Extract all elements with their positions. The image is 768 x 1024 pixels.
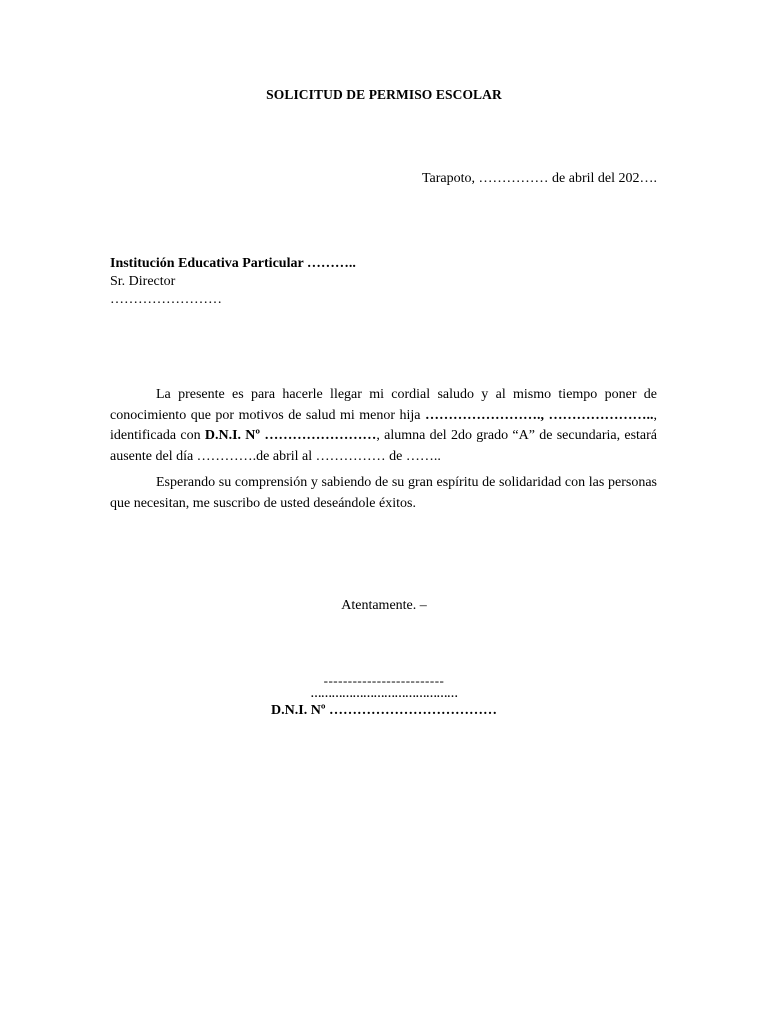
recipient-title: Sr. Director: [110, 274, 176, 289]
body-paragraph-2: Esperando su comprensión y sabiendo de su gran espíritu de solidaridad con las personas que necesitan, me suscribo de usted deseándole éxitos.: [110, 475, 657, 511]
signature-line: -------------------------: [323, 673, 445, 688]
signer-dni: D.N.I. Nº ………………………………: [271, 703, 497, 718]
body-paragraph-1: [110, 385, 657, 467]
student-dni-blank: D.N.I. Nº ……………………: [204, 428, 377, 443]
body-p1-text-a: La presente es para hacerle llegar mi cordial saludo y al mismo tiempo poner de conocimiento que por motivos de salud mi menor hija: [110, 387, 657, 423]
body-p1-text-c: , identificada con: [110, 407, 657, 443]
signature-block: [0, 674, 768, 722]
closing: Atentamente. –: [341, 598, 427, 613]
body-p1-text-e: , alumna del 2do grado “A” de secundaria, estará ausente del día ………….de abril al …………… de ……..: [110, 428, 658, 464]
addressee-block: [110, 255, 356, 309]
signer-name-blank: ……………………………………: [310, 688, 458, 700]
letter-body: [110, 385, 657, 520]
institution-name: Institución Educativa Particular ………..: [110, 256, 356, 271]
document-title: SOLICITUD DE PERMISO ESCOLAR: [266, 87, 502, 102]
student-name-blank: ……………………., …………………..: [425, 407, 654, 423]
place-date: Tarapoto, …………… de abril del 202….: [421, 171, 657, 186]
recipient-name-blank: ……………………: [110, 292, 222, 307]
